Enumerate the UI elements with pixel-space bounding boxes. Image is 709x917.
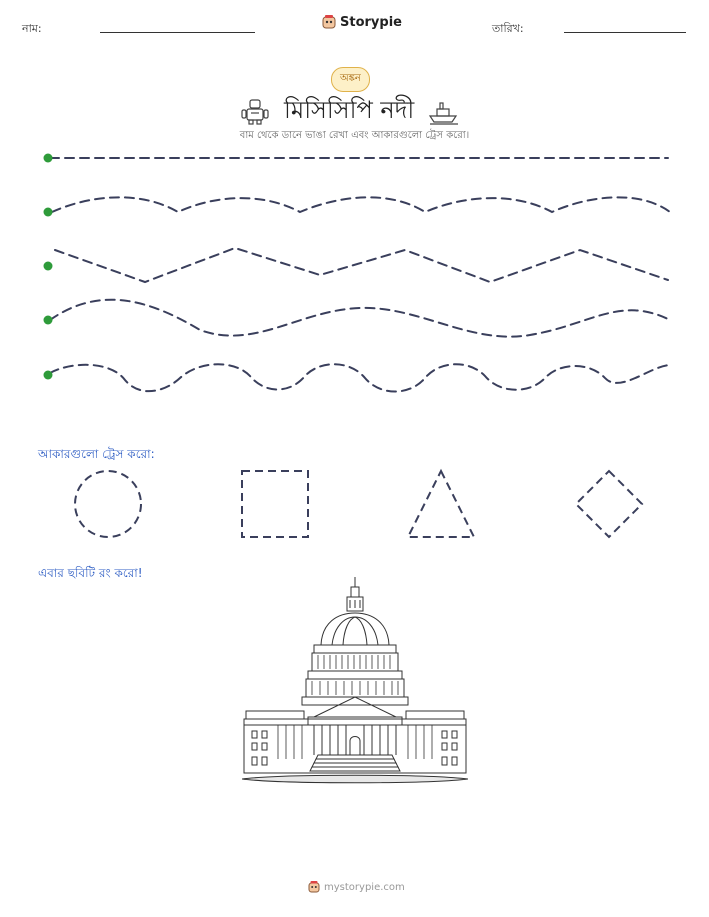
date-label: তারিখ:	[492, 22, 524, 35]
footer-site[interactable]: mystorypie.com	[324, 881, 405, 893]
start-dot-icon	[44, 154, 53, 163]
shapes-section-label: আকারগুলো ট্রেস করো:	[38, 447, 155, 461]
shape-square	[242, 471, 308, 537]
date-field[interactable]	[564, 32, 686, 33]
shape-diamond	[576, 471, 642, 537]
start-dot-icon	[44, 208, 53, 217]
boat-icon	[428, 99, 460, 125]
storypie-logo-icon	[322, 14, 336, 30]
brand-name: Storypie	[340, 14, 402, 30]
robot-icon	[240, 98, 270, 126]
name-field[interactable]	[100, 32, 255, 33]
coloring-section-label: এবার ছবিটি রং করো!	[38, 566, 143, 580]
name-label: নাম:	[22, 22, 42, 35]
trace-line-tight-wave	[50, 364, 670, 391]
start-dot-icon	[44, 371, 53, 380]
trace-line-wave	[50, 300, 670, 337]
brand	[322, 14, 402, 30]
shape-triangle	[408, 471, 474, 537]
trace-line-gentle-wave	[52, 197, 670, 212]
page-title: মিসিসিপি নদী	[284, 96, 415, 124]
start-dot-icon	[44, 316, 53, 325]
capitol-building-picture	[242, 575, 468, 785]
title-row	[240, 92, 460, 132]
footer	[308, 880, 405, 894]
shape-circle	[75, 471, 141, 537]
start-dot-icon	[44, 262, 53, 271]
storypie-logo-icon	[308, 880, 320, 894]
trace-lines	[0, 140, 709, 400]
trace-line-zigzag	[55, 248, 668, 282]
instruction-text: বাম থেকে ডানে ভাঙা রেখা এবং আকারগুলো ট্রেস করো।	[239, 130, 470, 141]
category-badge: অঙ্কন	[331, 67, 370, 92]
trace-shapes	[0, 465, 709, 545]
